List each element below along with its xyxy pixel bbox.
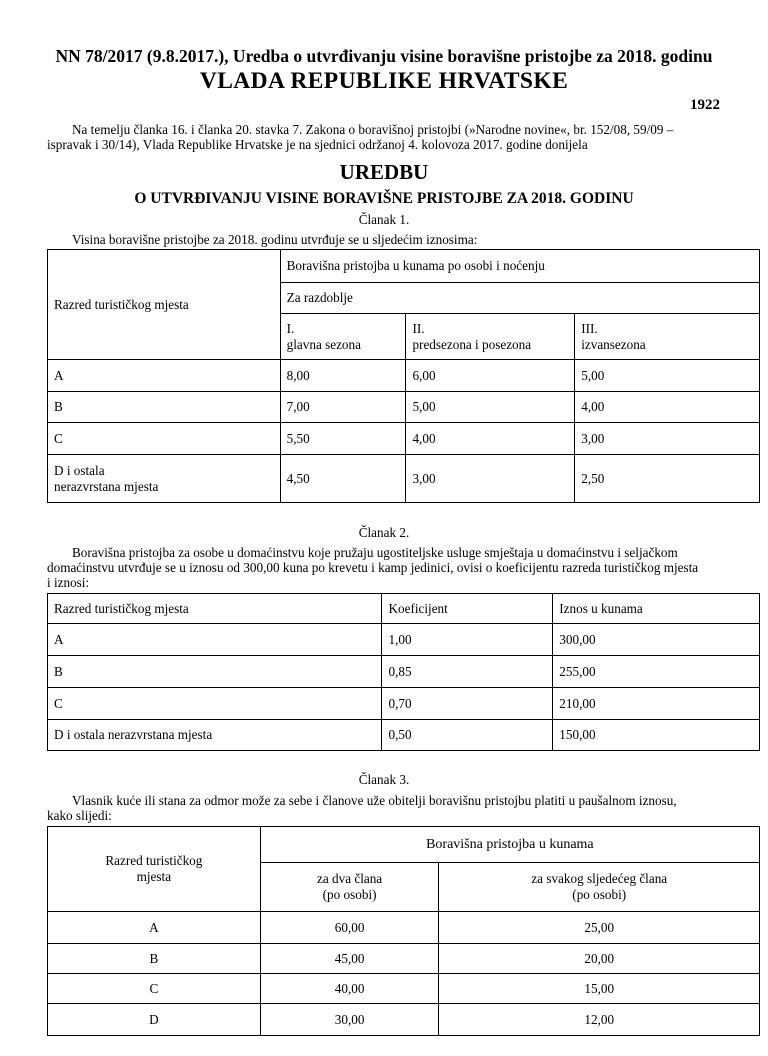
table-row bbox=[48, 455, 760, 503]
table-cell: 1,00 bbox=[382, 624, 553, 656]
table-header-two-members bbox=[260, 863, 439, 912]
table-header-period-1 bbox=[280, 314, 406, 360]
table-cell: 5,50 bbox=[280, 423, 406, 455]
article-1-heading: Članak 1. bbox=[358, 212, 410, 227]
table-cell: 12,00 bbox=[439, 1004, 760, 1036]
article-1-text: Visina boravišne pristojbe za 2018. godinu utvrđuje se u sljedećim iznosima: bbox=[72, 232, 478, 247]
table-header-coefficient: Koeficijent bbox=[382, 594, 553, 624]
document-citation: NN 78/2017 (9.8.2017.), Uredba o utvrđivanju visine boravišne pristojbe za 2018. godinu bbox=[55, 46, 713, 66]
table-row bbox=[48, 1004, 760, 1036]
class-line: nerazvrstana mjesta bbox=[54, 478, 159, 494]
article-2-heading: Članak 2. bbox=[358, 525, 410, 540]
document-number: 1922 bbox=[690, 97, 720, 113]
article-2-line-1: Boravišna pristojba za osobe u domaćinstvu koje pružaju ugostiteljske usluge smještaja u domaćinstvu i seljačkom bbox=[72, 545, 678, 560]
table-header-period: Za razdoblje bbox=[280, 283, 759, 314]
table-cell-class: A bbox=[48, 912, 261, 944]
table-row bbox=[48, 392, 760, 423]
header-line: za dva člana bbox=[317, 871, 383, 886]
article-2-line-3: i iznosi: bbox=[47, 575, 90, 590]
table-row bbox=[48, 912, 760, 944]
table-cell-class: D i ostala nerazvrstana mjesta bbox=[48, 720, 382, 751]
table-header-place bbox=[48, 827, 261, 912]
period-number: I. bbox=[286, 320, 295, 336]
table-row bbox=[48, 423, 760, 455]
period-label: glavna sezona bbox=[286, 336, 361, 352]
article-3-heading: Članak 3. bbox=[358, 772, 410, 787]
table-header-amount: Iznos u kunama bbox=[553, 594, 760, 624]
article-3-line-2: kako slijedi: bbox=[47, 808, 112, 823]
table-cell-class bbox=[48, 455, 281, 503]
table-cell: 5,00 bbox=[406, 392, 575, 423]
article-2-table bbox=[47, 593, 760, 751]
table-row bbox=[48, 688, 760, 720]
table-header-fee: Boravišna pristojba u kunama bbox=[260, 827, 759, 863]
period-number: III. bbox=[581, 320, 598, 336]
article-3-line-1: Vlasnik kuće ili stana za odmor može za sebe i članove uže obitelji boravišnu pristojbu platiti u paušalnom iznosu, bbox=[72, 793, 677, 808]
header-line: (po osobi) bbox=[322, 887, 377, 902]
preamble-line-2: ispravak i 30/14), Vlada Republike Hrvatske je na sjednici održanoj 4. kolovoza 2017. godine donijela bbox=[47, 137, 588, 152]
table-row bbox=[48, 624, 760, 656]
table-cell: 30,00 bbox=[260, 1004, 439, 1036]
table-cell: 7,00 bbox=[280, 392, 406, 423]
table-cell-class: A bbox=[48, 624, 382, 656]
table-cell: 6,00 bbox=[406, 360, 575, 392]
table-cell-class: B bbox=[48, 656, 382, 688]
table-row bbox=[48, 944, 760, 974]
table-header-period-3 bbox=[575, 314, 760, 360]
table-cell: 0,85 bbox=[382, 656, 553, 688]
table-cell: 20,00 bbox=[439, 944, 760, 974]
table-header-fee: Boravišna pristojba u kunama po osobi i noćenju bbox=[280, 250, 759, 283]
table-cell: 15,00 bbox=[439, 974, 760, 1004]
preamble-line-1: Na temelju članka 16. i članka 20. stavka 7. Zakona o boravišnoj pristojbi (»Narodne novine«, br. 152/08, 59/09 – bbox=[72, 122, 674, 137]
table-cell: 2,50 bbox=[575, 455, 760, 503]
table-cell-class: B bbox=[48, 392, 281, 423]
issuing-authority: VLADA REPUBLIKE HRVATSKE bbox=[199, 68, 569, 94]
table-cell: 5,00 bbox=[575, 360, 760, 392]
article-1-table bbox=[47, 249, 760, 503]
table-header-each-member bbox=[439, 863, 760, 912]
table-row bbox=[48, 720, 760, 751]
header-line: Razred turističkog bbox=[105, 853, 203, 868]
table-cell-class: A bbox=[48, 360, 281, 392]
table-header-place: Razred turističkog mjesta bbox=[48, 594, 382, 624]
period-label: izvansezona bbox=[581, 336, 646, 352]
table-cell: 300,00 bbox=[553, 624, 760, 656]
table-cell: 4,00 bbox=[575, 392, 760, 423]
table-cell: 4,00 bbox=[406, 423, 575, 455]
table-cell: 255,00 bbox=[553, 656, 760, 688]
table-cell: 60,00 bbox=[260, 912, 439, 944]
table-header-place: Razred turističkog mjesta bbox=[48, 250, 281, 360]
header-line: (po osobi) bbox=[572, 887, 627, 902]
table-cell: 4,50 bbox=[280, 455, 406, 503]
table-cell: 3,00 bbox=[575, 423, 760, 455]
decree-title: UREDBU bbox=[339, 160, 429, 184]
article-2-line-2: domaćinstvu utvrđuje se u iznosu od 300,00 kuna po krevetu i kamp jedinici, ovisi o koeficijentu razreda turističkog mjesta bbox=[47, 560, 699, 575]
table-cell: 3,00 bbox=[406, 455, 575, 503]
table-cell-class: C bbox=[48, 974, 261, 1004]
table-cell: 40,00 bbox=[260, 974, 439, 1004]
table-cell: 150,00 bbox=[553, 720, 760, 751]
table-cell: 8,00 bbox=[280, 360, 406, 392]
table-cell-class: C bbox=[48, 423, 281, 455]
table-row bbox=[48, 974, 760, 1004]
table-cell: 0,70 bbox=[382, 688, 553, 720]
table-header-period-2 bbox=[406, 314, 575, 360]
period-label: predsezona i posezona bbox=[412, 336, 532, 352]
table-cell: 210,00 bbox=[553, 688, 760, 720]
period-number: II. bbox=[412, 320, 425, 336]
table-cell: 25,00 bbox=[439, 912, 760, 944]
class-line: D i ostala bbox=[54, 462, 105, 478]
table-cell-class: C bbox=[48, 688, 382, 720]
table-row bbox=[48, 656, 760, 688]
decree-subtitle: O UTVRĐIVANJU VISINE BORAVIŠNE PRISTOJBE ZA 2018. GODINU bbox=[134, 190, 634, 207]
table-cell: 0,50 bbox=[382, 720, 553, 751]
header-line: mjesta bbox=[136, 869, 172, 884]
table-cell-class: D bbox=[48, 1004, 261, 1036]
table-cell: 45,00 bbox=[260, 944, 439, 974]
article-3-table bbox=[47, 826, 760, 1036]
table-row bbox=[48, 360, 760, 392]
table-cell-class: B bbox=[48, 944, 261, 974]
header-line: za svakog sljedećeg člana bbox=[531, 871, 668, 886]
